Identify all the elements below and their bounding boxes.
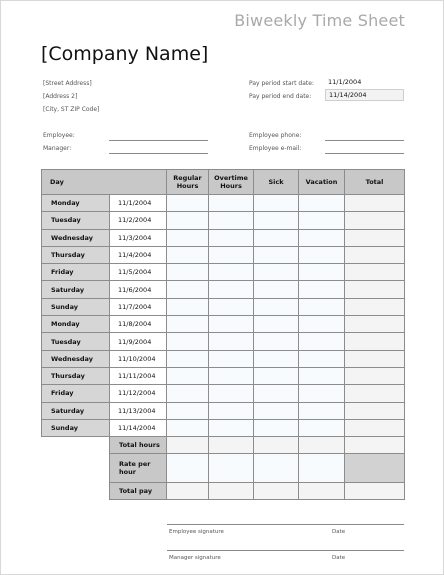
regular-hours-cell[interactable] — [167, 316, 209, 333]
employee-field[interactable] — [109, 140, 208, 141]
address-line-2[interactable]: [Address 2] — [43, 93, 78, 100]
day-cell: Saturday — [42, 281, 110, 298]
overtime-hours-cell[interactable] — [209, 298, 254, 315]
total-cell — [345, 212, 405, 229]
date-cell[interactable]: 11/10/2004 — [110, 350, 167, 367]
pay-overtime-cell — [209, 483, 254, 500]
regular-hours-cell[interactable] — [167, 212, 209, 229]
total-cell — [345, 264, 405, 281]
table-row — [42, 281, 405, 298]
regular-hours-cell[interactable] — [167, 350, 209, 367]
table-row — [42, 316, 405, 333]
city-state-zip[interactable]: [City, ST ZIP Code] — [43, 106, 100, 113]
total-cell — [345, 281, 405, 298]
table-row — [42, 385, 405, 402]
date-cell[interactable]: 11/14/2004 — [110, 419, 167, 436]
document-title: Biweekly Time Sheet — [234, 11, 405, 30]
header-sick: Sick — [254, 170, 299, 195]
manager-field[interactable] — [109, 153, 208, 154]
header-overtime-hours: Overtime Hours — [209, 170, 254, 195]
rate-total-cell — [345, 454, 405, 483]
pay-total-cell — [345, 483, 405, 500]
day-cell: Wednesday — [42, 350, 110, 367]
time-sheet-table — [41, 169, 405, 500]
overtime-hours-cell[interactable] — [209, 350, 254, 367]
regular-hours-cell[interactable] — [167, 246, 209, 263]
overtime-hours-cell[interactable] — [209, 246, 254, 263]
regular-hours-cell[interactable] — [167, 385, 209, 402]
blank-cell — [42, 437, 110, 454]
blank-cell — [42, 454, 110, 483]
day-cell: Thursday — [42, 246, 110, 263]
table-header-row — [42, 170, 405, 195]
regular-hours-cell[interactable] — [167, 195, 209, 212]
sick-cell[interactable] — [254, 281, 299, 298]
day-cell: Monday — [42, 195, 110, 212]
day-cell: Monday — [42, 316, 110, 333]
pay-regular-cell — [167, 483, 209, 500]
overtime-hours-cell[interactable] — [209, 229, 254, 246]
day-cell: Sunday — [42, 419, 110, 436]
sick-cell[interactable] — [254, 419, 299, 436]
day-cell: Wednesday — [42, 229, 110, 246]
total-hours-label: Total hours — [110, 437, 167, 454]
rate-regular-cell[interactable] — [167, 454, 209, 483]
rate-sick-cell[interactable] — [254, 454, 299, 483]
employee-phone-field[interactable] — [325, 140, 404, 141]
day-cell: Tuesday — [42, 333, 110, 350]
pay-period-start-label: Pay period start date: — [249, 80, 314, 87]
regular-hours-cell[interactable] — [167, 229, 209, 246]
total-cell — [345, 195, 405, 212]
employee-signature-line[interactable] — [167, 524, 404, 525]
day-cell: Saturday — [42, 402, 110, 419]
header-regular-hours: Regular Hours — [167, 170, 209, 195]
vacation-cell[interactable] — [299, 333, 345, 350]
total-cell — [345, 419, 405, 436]
date-cell[interactable]: 11/2/2004 — [110, 212, 167, 229]
sick-cell[interactable] — [254, 402, 299, 419]
pay-sick-cell — [254, 483, 299, 500]
date-cell[interactable]: 11/12/2004 — [110, 385, 167, 402]
table-row — [42, 229, 405, 246]
regular-hours-cell[interactable] — [167, 367, 209, 384]
sick-cell[interactable] — [254, 316, 299, 333]
total-pay-label: Total pay — [110, 483, 167, 500]
table-row — [42, 195, 405, 212]
regular-hours-cell[interactable] — [167, 298, 209, 315]
total-cell — [345, 229, 405, 246]
sick-cell[interactable] — [254, 367, 299, 384]
table-row — [42, 367, 405, 384]
date-cell[interactable]: 11/8/2004 — [110, 316, 167, 333]
vacation-cell[interactable] — [299, 246, 345, 263]
date-cell[interactable]: 11/4/2004 — [110, 246, 167, 263]
sick-cell[interactable] — [254, 229, 299, 246]
overtime-hours-cell[interactable] — [209, 419, 254, 436]
table-row — [42, 264, 405, 281]
total-sick-hours — [254, 437, 299, 454]
total-overtime-hours — [209, 437, 254, 454]
day-cell: Sunday — [42, 298, 110, 315]
vacation-cell[interactable] — [299, 402, 345, 419]
overtime-hours-cell[interactable] — [209, 316, 254, 333]
vacation-cell[interactable] — [299, 350, 345, 367]
sick-cell[interactable] — [254, 350, 299, 367]
total-cell — [345, 246, 405, 263]
date-cell[interactable]: 11/9/2004 — [110, 333, 167, 350]
rate-vacation-cell[interactable] — [299, 454, 345, 483]
overtime-hours-cell[interactable] — [209, 333, 254, 350]
sick-cell[interactable] — [254, 195, 299, 212]
sick-cell[interactable] — [254, 212, 299, 229]
date-cell[interactable]: 11/13/2004 — [110, 402, 167, 419]
day-cell: Friday — [42, 264, 110, 281]
vacation-cell[interactable] — [299, 212, 345, 229]
sick-cell[interactable] — [254, 246, 299, 263]
total-cell — [345, 316, 405, 333]
vacation-cell[interactable] — [299, 316, 345, 333]
table-row — [42, 212, 405, 229]
pay-period-end-label: Pay period end date: — [249, 93, 312, 100]
sick-cell[interactable] — [254, 333, 299, 350]
rate-per-hour-row — [42, 454, 405, 483]
total-cell — [345, 333, 405, 350]
table-row — [42, 350, 405, 367]
employee-signature-date-label: Date — [332, 529, 346, 535]
employee-signature-label: Employee signature — [169, 529, 224, 535]
header-vacation: Vacation — [299, 170, 345, 195]
date-cell[interactable]: 11/3/2004 — [110, 229, 167, 246]
date-cell[interactable]: 11/11/2004 — [110, 367, 167, 384]
total-all-hours — [345, 437, 405, 454]
vacation-cell[interactable] — [299, 264, 345, 281]
pay-period-end-value[interactable]: 11/14/2004 — [325, 89, 404, 101]
overtime-hours-cell[interactable] — [209, 402, 254, 419]
overtime-hours-cell[interactable] — [209, 367, 254, 384]
total-cell — [345, 298, 405, 315]
pay-period-start-value[interactable]: 11/1/2004 — [328, 78, 362, 86]
regular-hours-cell[interactable] — [167, 333, 209, 350]
day-cell: Tuesday — [42, 212, 110, 229]
regular-hours-cell[interactable] — [167, 281, 209, 298]
total-cell — [345, 367, 405, 384]
regular-hours-cell[interactable] — [167, 402, 209, 419]
vacation-cell[interactable] — [299, 367, 345, 384]
table-row — [42, 298, 405, 315]
manager-signature-date-label: Date — [332, 555, 346, 561]
date-cell[interactable]: 11/6/2004 — [110, 281, 167, 298]
day-cell: Friday — [42, 385, 110, 402]
rate-overtime-cell[interactable] — [209, 454, 254, 483]
blank-cell — [42, 483, 110, 500]
date-cell[interactable]: 11/1/2004 — [110, 195, 167, 212]
total-vacation-hours — [299, 437, 345, 454]
total-regular-hours — [167, 437, 209, 454]
table-row — [42, 333, 405, 350]
date-cell[interactable]: 11/7/2004 — [110, 298, 167, 315]
total-cell — [345, 402, 405, 419]
vacation-cell[interactable] — [299, 281, 345, 298]
header-day: Day — [42, 170, 167, 195]
overtime-hours-cell[interactable] — [209, 385, 254, 402]
employee-email-field[interactable] — [325, 153, 404, 154]
overtime-hours-cell[interactable] — [209, 264, 254, 281]
vacation-cell[interactable] — [299, 385, 345, 402]
manager-label: Manager: — [43, 145, 72, 152]
pay-vacation-cell — [299, 483, 345, 500]
company-name[interactable]: [Company Name] — [41, 43, 209, 65]
table-row — [42, 402, 405, 419]
employee-label: Employee: — [43, 132, 75, 139]
total-cell — [345, 350, 405, 367]
sick-cell[interactable] — [254, 264, 299, 281]
overtime-hours-cell[interactable] — [209, 281, 254, 298]
rate-per-hour-label: Rate per hour — [110, 454, 167, 483]
overtime-hours-cell[interactable] — [209, 195, 254, 212]
manager-signature-label: Manager signature — [169, 555, 221, 561]
manager-signature-line[interactable] — [167, 550, 404, 551]
employee-phone-label: Employee phone: — [249, 132, 302, 139]
header-total: Total — [345, 170, 405, 195]
vacation-cell[interactable] — [299, 229, 345, 246]
sick-cell[interactable] — [254, 385, 299, 402]
table-row — [42, 419, 405, 436]
regular-hours-cell[interactable] — [167, 419, 209, 436]
vacation-cell[interactable] — [299, 195, 345, 212]
employee-email-label: Employee e-mail: — [249, 145, 302, 152]
vacation-cell[interactable] — [299, 298, 345, 315]
table-row — [42, 246, 405, 263]
vacation-cell[interactable] — [299, 419, 345, 436]
total-cell — [345, 385, 405, 402]
regular-hours-cell[interactable] — [167, 264, 209, 281]
overtime-hours-cell[interactable] — [209, 212, 254, 229]
total-pay-row — [42, 483, 405, 500]
sick-cell[interactable] — [254, 298, 299, 315]
day-cell: Thursday — [42, 367, 110, 384]
total-hours-row — [42, 437, 405, 454]
date-cell[interactable]: 11/5/2004 — [110, 264, 167, 281]
street-address[interactable]: [Street Address] — [43, 80, 92, 87]
